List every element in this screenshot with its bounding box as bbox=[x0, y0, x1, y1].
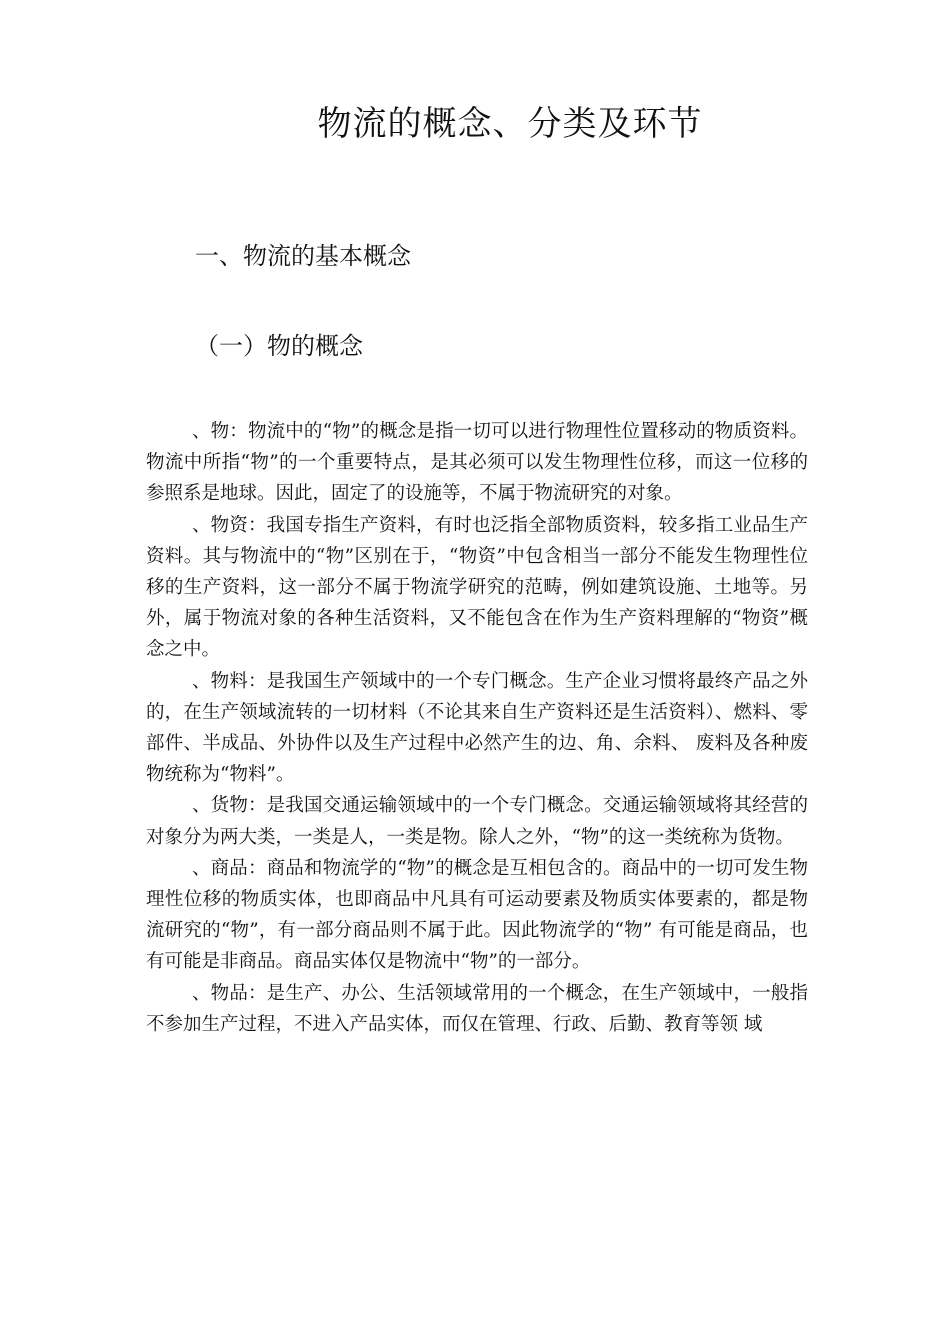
document-body bbox=[146, 416, 808, 1040]
document-title: 物流的概念、分类及环节 bbox=[317, 104, 703, 144]
section-heading: 一、物流的基本概念 bbox=[195, 242, 411, 270]
paragraph-wupin: 、物品：是生产、办公、生活领域常用的一个概念，在生产领域中，一般指不参加生产过程，不进入产品实体，而仅在管理、行政、后勤、教育等领 域 bbox=[146, 982, 808, 1035]
paragraph-wuliao: 、物料：是我国生产领域中的一个专门概念。生产企业习惯将最终产品之外的，在生产领域流转的一切材料（不论其来自生产资料还是生活资料）、燃料、零部件、半成品、外协件以及生产过程中必然产生的边、角、余料、 废料及各种废物统称为“物料”。 bbox=[146, 670, 808, 786]
paragraph-shangpin: 、商品：商品和物流学的“物”的概念是互相包含的。商品中的一切可发生物理性位移的物质实体，也即商品中凡具有可运动要素及物质实体要素的，都是物流研究的“物”，有一部分商品则不属于此。因此物流学的“物” 有可能是商品，也有可能是非商品。商品实体仅是物流中“物”的一部分。 bbox=[146, 857, 808, 973]
paragraph-wu: 、物：物流中的“物”的概念是指一切可以进行物理性位置移动的物质资料。物流中所指“物”的一个重要特点，是其必须可以发生物理性位移，而这一位移的参照系是地球。因此，固定了的设施等，不属于物流研究的对象。 bbox=[146, 421, 808, 505]
sub-heading: （一）物的概念 bbox=[195, 332, 363, 360]
paragraph-wuzi: 、物资：我国专指生产资料，有时也泛指全部物质资料，较多指工业品生产资料。其与物流中的“物”区别在于，“物资”中包含相当一部分不能发生物理性位移的生产资料，这一部分不属于物流学研究的范畴，例如建筑设施、土地等。另外，属于物流对象的各种生活资料，又不能包含在作为生产资料理解的“物资”概念之中。 bbox=[146, 514, 808, 661]
paragraph-huowu: 、货物：是我国交通运输领域中的一个专门概念。交通运输领域将其经营的对象分为两大类，一类是人，一类是物。除人之外，“物”的这一类统称为货物。 bbox=[146, 795, 808, 848]
